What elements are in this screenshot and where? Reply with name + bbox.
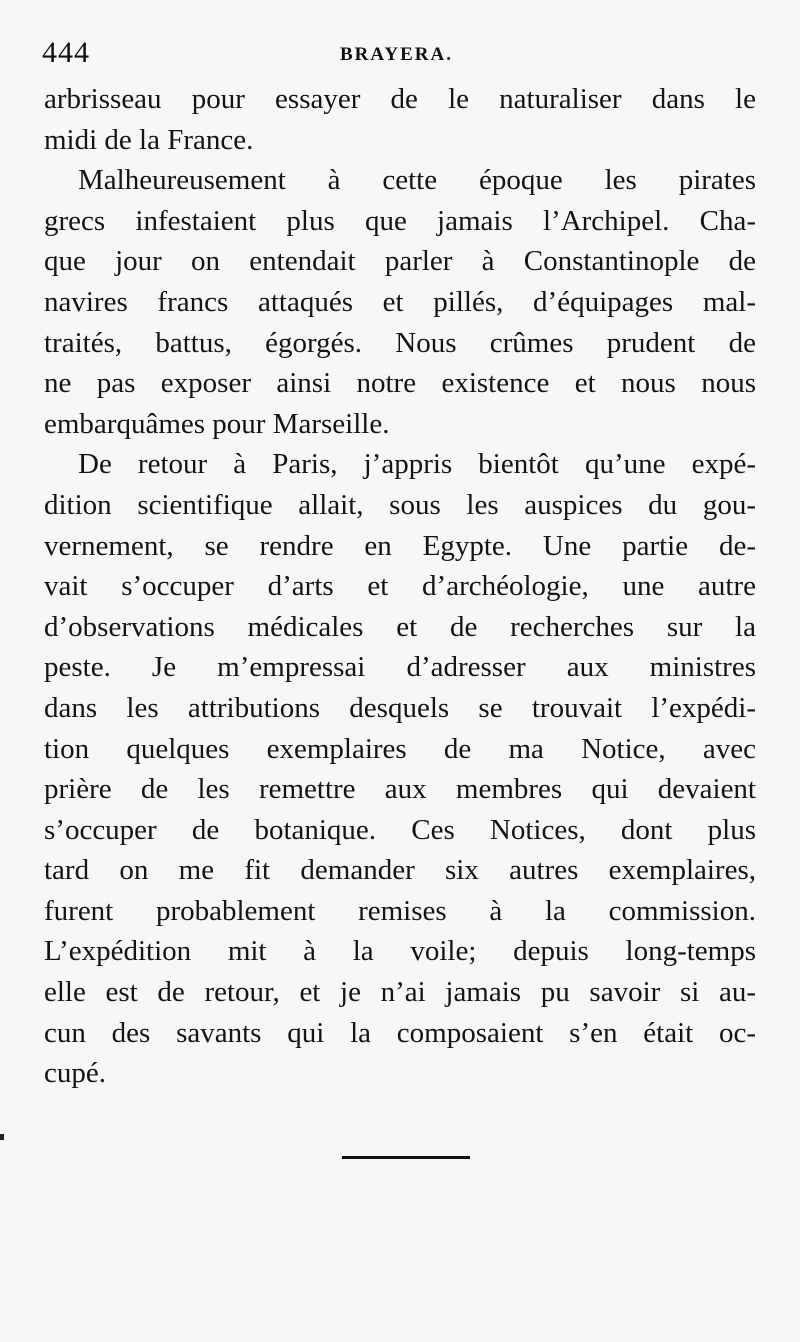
text-line: dans les attributions desquels se trouvait l’expédi- <box>44 691 756 724</box>
body-text <box>44 79 756 1094</box>
text-line: grecs infestaient plus que jamais l’Archipel. Cha- <box>44 204 756 237</box>
text-line: embarquâmes pour Marseille. <box>44 407 390 440</box>
text-line: d’observations médicales et de recherches sur la <box>44 610 756 643</box>
text-line: dition scientifique allait, sous les auspices du gou- <box>44 488 756 521</box>
text-line: vait s’occuper d’arts et d’archéologie, une autre <box>44 570 756 603</box>
text-line: cupé. <box>44 1057 106 1090</box>
text-line: que jour on entendait parler à Constantinople de <box>44 245 756 278</box>
text-line: midi de la France. <box>44 123 254 156</box>
text-line: elle est de retour, et je n’ai jamais pu savoir si au- <box>44 976 756 1009</box>
text-line: peste. Je m’empressai d’adresser aux ministres <box>44 651 756 684</box>
text-line: ne pas exposer ainsi notre existence et nous nous <box>44 367 756 400</box>
text-line: cun des savants qui la composaient s’en était oc- <box>44 1016 756 1049</box>
page-number: 444 <box>42 36 90 69</box>
page-header <box>42 36 762 76</box>
running-head: BRAYERA. <box>340 44 453 65</box>
section-end-rule <box>342 1156 470 1159</box>
text-line: tard on me fit demander six autres exemplaires, <box>44 854 756 887</box>
margin-mark <box>0 1134 4 1140</box>
text-line: L’expédition mit à la voile; depuis long-temps <box>44 935 756 968</box>
text-line: furent probablement remises à la commission. <box>44 894 756 927</box>
text-line: s’occuper de botanique. Ces Notices, dont plus <box>44 813 756 846</box>
text-line: Malheureusement à cette époque les pirates <box>78 164 756 197</box>
text-line: vernement, se rendre en Egypte. Une partie de- <box>44 529 756 562</box>
text-line: tion quelques exemplaires de ma Notice, avec <box>44 732 756 765</box>
text-line: De retour à Paris, j’appris bientôt qu’une expé- <box>78 448 756 481</box>
text-line: arbrisseau pour essayer de le naturaliser dans le <box>44 83 756 115</box>
text-line: navires francs attaqués et pillés, d’équipages mal- <box>44 285 756 318</box>
text-line: prière de les remettre aux membres qui devaient <box>44 773 756 806</box>
text-line: traités, battus, égorgés. Nous crûmes prudent de <box>44 326 756 359</box>
